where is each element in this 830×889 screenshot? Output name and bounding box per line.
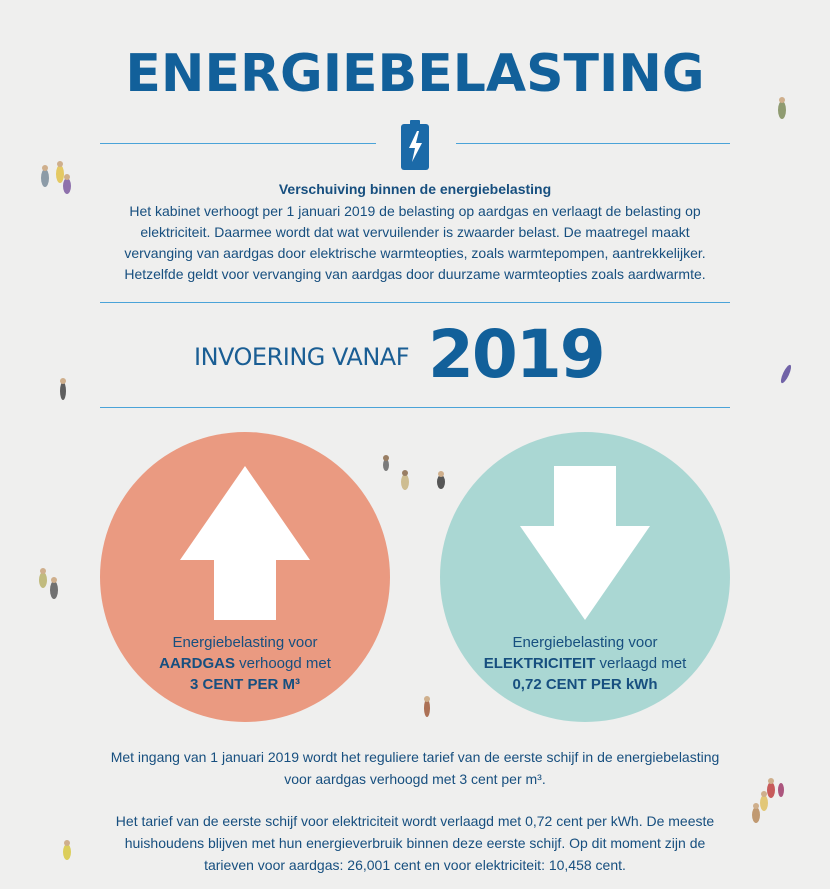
gas-line2-rest: verhoogd met	[234, 655, 331, 672]
invoering-label: INVOERING VANAF	[194, 343, 409, 371]
divider-bottom	[100, 407, 730, 408]
intro-heading: Verschuiving binnen de energiebelasting	[278, 181, 552, 197]
elec-line1: Energiebelasting voor	[512, 634, 658, 651]
divider-right	[456, 143, 730, 144]
gas-amount: 3 CENT PER M³	[189, 676, 300, 693]
elec-emph: ELEKTRICITEIT	[483, 655, 596, 672]
intro-text: Het kabinet verhoogt per 1 januari 2019 de belasting op aardgas en verlaagt de belasting op elektriciteit. Daarmee wordt dat wat vervuilender is zwaarder belast. De maatregel maakt vervanging van aardgas door elektrische warmteopties, zoals warmtepompen, aantrekkelijker. Hetzelfde geldt voor vervanging van aardgas door duurzame warmteopties zoals aardwarmte.	[124, 203, 706, 282]
battery-charging-icon	[401, 120, 429, 175]
footer-paragraph-2: Het tarief van de eerste schijf voor elektriciteit wordt verlaagd met 0,72 cent per kWh. De meeste huishoudens blijven met hun energieverbruik binnen deze eerste schijf. Op dit moment zijn de tarieven voor aardgas: 26,001 cent en voor elektriciteit: 10,458 cent.	[115, 813, 715, 873]
elec-caption	[440, 632, 730, 695]
elec-line2-rest: verlaagd met	[595, 655, 687, 672]
gas-emph: AARDGAS	[159, 655, 235, 672]
elec-amount: 0,72 CENT PER kWh	[512, 676, 658, 693]
divider-left	[100, 143, 376, 144]
divider-top	[100, 302, 730, 303]
elec-line3	[440, 674, 730, 695]
gas-line3	[100, 674, 390, 695]
gas-caption	[100, 632, 390, 695]
page-title: ENERGIEBELASTING	[125, 44, 705, 104]
gas-line1: Energiebelasting voor	[172, 634, 318, 651]
gas-line2	[100, 653, 390, 674]
invoering-year: 2019	[428, 316, 604, 393]
elec-line2	[440, 653, 730, 674]
footer-paragraph-1: Met ingang van 1 januari 2019 wordt het reguliere tarief van de eerste schijf in de energiebelasting voor aardgas verhoogd met 3 cent per m³.	[110, 749, 720, 787]
